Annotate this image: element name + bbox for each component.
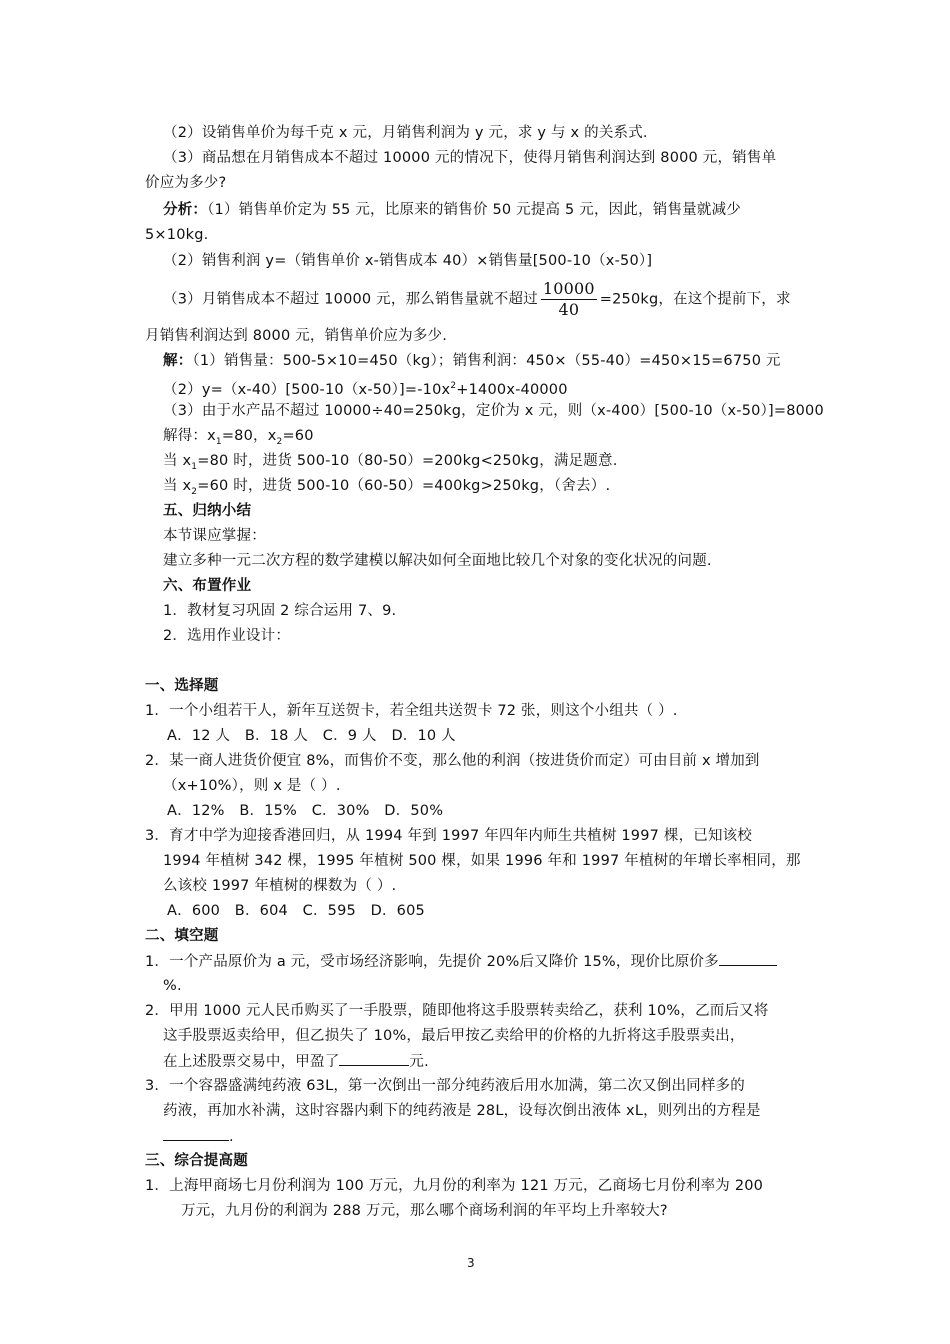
text-line: 建立多种一元二次方程的数学建模以解决如何全面地比较几个对象的变化状况的问题.	[163, 553, 712, 569]
section-heading: 二、填空题	[145, 928, 219, 944]
question-line	[163, 1049, 429, 1075]
text-span: =60	[282, 428, 314, 444]
fraction	[541, 279, 597, 320]
question-line: 1994 年植树 342 棵，1995 年植树 500 棵，如果 1996 年和 1997 年植树的年增长率相同，那	[163, 853, 801, 869]
question-line: 2．甲用 1000 元人民币购买了一手股票，随即他将这手股票转卖给乙，获利 10%，乙而后又将	[145, 1003, 769, 1019]
question-line: 万元，九月份的利润为 288 万元，那么哪个商场利润的年平均上升率较大?	[181, 1203, 668, 1219]
text-line: 1．教材复习巩固 2 综合运用 7、9.	[163, 603, 397, 619]
text-span: 元.	[409, 1054, 429, 1070]
text-line: （3）由于水产品不超过 10000÷40=250kg，定价为 x 元，则（x-400）[500-10（x-50）]=8000	[163, 403, 824, 419]
subscript: 1	[191, 461, 198, 472]
question-line: 3．育才中学为迎接香港回归，从 1994 年到 1997 年四年内师生共植树 1997 棵，已知该校	[145, 828, 753, 844]
analysis-label: 分析：	[163, 202, 208, 218]
text-span: =60 时，进货 500-10（60-50）=400kg>250kg，（舍去）.	[197, 478, 611, 494]
fraction-denominator: 40	[558, 300, 580, 319]
section-heading: 五、归纳小结	[163, 503, 252, 519]
text-span: =80 时，进货 500-10（80-50）=200kg<250kg，满足题意.	[197, 453, 618, 469]
question-line: 1．一个小组若干人，新年互送贺卡，若全组共送贺卡 72 张，则这个小组共（ ）.	[145, 703, 678, 719]
text-span: 在上述股票交易中，甲盈了	[163, 1054, 340, 1070]
text-span: 解得：x	[163, 428, 216, 444]
question-line: 么该校 1997 年植树的棵数为（ ）.	[163, 878, 397, 894]
page-number: 3	[467, 1256, 475, 1270]
subscript: 2	[276, 436, 283, 447]
question-line	[145, 949, 777, 975]
question-line: 1．上海甲商场七月份利润为 100 万元，九月份的利率为 121 万元，乙商场七月份利率为 200	[145, 1178, 764, 1194]
text-line	[163, 198, 741, 223]
question-line: 药液，再加水补满，这时容器内剩下的纯药液是 28L，设每次倒出液体 xL，则列出的方程是	[163, 1103, 761, 1119]
section-heading: 一、选择题	[145, 678, 219, 694]
options-line: A．600 B．604 C．595 D．605	[167, 903, 425, 919]
text-span: （2）y=（x-40）[500-10（x-50）]=-10x	[163, 381, 451, 398]
text-span: （1）销售单价定为 55 元，比原来的销售价 50 元提高 5 元，因此，销售量就减少	[207, 202, 741, 218]
question-line: 这手股票返卖给甲，但乙损失了 10%，最后甲按乙卖给甲的价格的九折将这手股票卖出，	[163, 1028, 745, 1044]
text-span: 当 x	[163, 478, 192, 494]
text-span: （3）月销售成本不超过 10000 元，那么销售量就不超过	[163, 291, 538, 308]
text-span: =250kg，在这个提前下，求	[599, 291, 791, 308]
text-line: （3）商品想在月销售成本不超过 10000 元的情况下，使得月销售利润达到 8000 元，销售单	[163, 150, 777, 166]
options-line: A．12 人 B．18 人 C．9 人 D．10 人	[167, 728, 456, 744]
text-span: 1．一个产品原价为 a 元，受市场经济影响，先提价 20%后又降价 15%，现价比原价多	[145, 954, 719, 970]
section-heading: 三、综合提高题	[145, 1153, 248, 1169]
text-span: +1400x-40000	[456, 381, 568, 398]
options-line: A．12% B．15% C．30% D．50%	[167, 803, 444, 819]
superscript: 2	[450, 381, 457, 391]
text-line: 价应为多少?	[145, 175, 227, 191]
question-line	[163, 1124, 234, 1150]
answer-blank[interactable]	[719, 949, 777, 966]
question-line: %.	[163, 978, 182, 994]
fraction-numerator: 10000	[542, 279, 595, 298]
solution-label: 解：	[163, 353, 193, 369]
answer-blank[interactable]	[163, 1124, 229, 1141]
text-line	[163, 279, 791, 320]
text-span: （1）销售量：500-5×10=450（kg）；销售利润：450×（55-40）=450×15=6750 元	[192, 353, 781, 369]
section-heading: 六、布置作业	[163, 578, 252, 594]
text-line: 5×10kg.	[145, 227, 209, 243]
text-line: 2．选用作业设计：	[163, 628, 291, 644]
text-line: （2）设销售单价为每千克 x 元，月销售利润为 y 元，求 y 与 x 的关系式.	[163, 125, 648, 141]
text-line: 本节课应掌握：	[163, 528, 266, 544]
question-line: （x+10%），则 x 是（ ）.	[163, 778, 341, 794]
text-span: =80，x	[221, 428, 277, 444]
subscript: 2	[191, 486, 198, 497]
subscript: 1	[215, 436, 222, 447]
text-line	[163, 349, 781, 374]
question-line: 2．某一商人进货价便宜 8%，而售价不变，那么他的利润（按进货价而定）可由目前 x 增加到	[145, 753, 760, 769]
answer-blank[interactable]	[339, 1049, 409, 1066]
text-span: 当 x	[163, 453, 192, 469]
text-line: 月销售利润达到 8000 元，销售单价应为多少.	[145, 328, 448, 344]
question-line: 3．一个容器盛满纯药液 63L，第一次倒出一部分纯药液后用水加满，第二次又倒出同样多的	[145, 1078, 745, 1094]
text-line: （2）销售利润 y=（销售单价 x-销售成本 40）×销售量[500-10（x-50）]	[163, 253, 653, 269]
text-span: .	[229, 1129, 234, 1145]
